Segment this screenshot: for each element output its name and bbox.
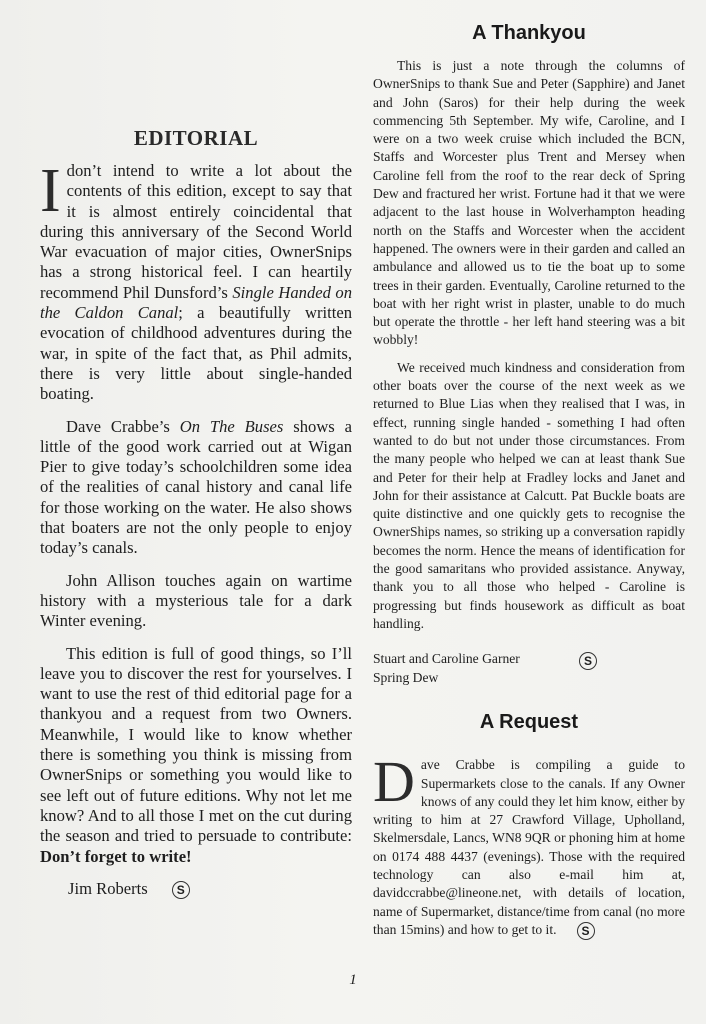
editorial-p1-text: don’t intend to write a lot about the contents of this edition, except to say that it is almost entirely coincidental that during this anniversary of the Second World War evacuation of major cities, OwnerSnips has a strong historical feel. I can heartily recommend Phil Dunsford’s bbox=[40, 161, 352, 302]
editorial-paragraph-1 bbox=[40, 157, 353, 405]
editorial-dropcap: I bbox=[40, 157, 61, 225]
ownerships-logo-icon: S bbox=[579, 652, 597, 670]
editorial-paragraph-3: John Allison touches again on wartime history with a mysterious tale for a dark Winter evening. bbox=[40, 570, 352, 631]
thankyou-paragraph-2: We received much kindness and consideration from other boats over the course of the next week as we returned to Blue Lias when they realised that I was, in effect, running single handed - something I had often wanted to do but not under those circumstances. From the many people who helped we can at least thank Sue and Peter for their help at Fradley locks and Janet and John for their assistance at Calcutt. Pat Buckle boats are quite distinctive and one quickly gets to recognise the OwnerShips names, so striking up a conversation rapidly becomes the norm. Hence the means of identification for the good samaritans who provided assistance. Anyway, thank you to all those who helped - Caroline is progressing but finds housework as difficult as boat handling. bbox=[373, 359, 685, 631]
editorial-signature bbox=[68, 879, 352, 899]
editorial-p4-bold: Don’t forget to write! bbox=[40, 846, 192, 866]
thankyou-signature-line-1: Stuart and Caroline Garner bbox=[373, 651, 520, 667]
editorial-p2-italic: On The Buses bbox=[179, 416, 284, 436]
request-title: A Request bbox=[479, 711, 579, 734]
editorial-title: EDITORIAL bbox=[133, 126, 259, 150]
editorial-p2-end: shows a little of the good work carried out at Wigan Pier to give today’s schoolchildren some idea of the realities of canal history and canal life for those working on the water. He also shows that boaters are not the only people to enjoy today’s canals. bbox=[40, 416, 352, 558]
thankyou-paragraph-1: This is just a note through the columns of OwnerSnips to thank Sue and Peter (Sapphire) and Janet and John (Saros) for their help during the week commencing 5th September. My wife, Caroline, and I were on a two week cruise which included the BCN, Staffs and Worcester plus Trent and Mersey when Caroline fell from the roof to the rear deck of Spring Dew and fractured her wrist. Fortune had it that we were adjacent to the last house in Wolverhampton heading north on the Staffs and Worcester when the accident happened. The owners were in their garden and called an ambulance and allowed us to tie the boat up to some trees in their garden. Eventually, Caroline returned to the boat with her right wrist in plaster, unable to do much but operate the throttle - her left hand steering was a bit wobbly! bbox=[373, 58, 685, 348]
editorial-paragraph-4 bbox=[40, 644, 352, 867]
editorial-p2-start: Dave Crabbe’s bbox=[66, 416, 180, 436]
editorial-p1-end: ; a beautifully written evocation of childhood adventures during the war, in spite of the fact that, as Phil admits, there is very little about single-handed boating. bbox=[40, 303, 352, 404]
request-section bbox=[373, 711, 685, 940]
editorial-p4-text: This edition is full of good things, so I’ll leave you to discover the rest for yourselves. I want to use the rest of thid editorial page for a thankyou and a request from two Owners. Meanwhile, I would like to know whether there is something you think is missing from OwnerSnips or something you would like to see left out of future editions. Why not let me know? And to all those I met on the cut during the season and tried to persuade to contribute: bbox=[40, 643, 352, 846]
thankyou-section bbox=[373, 22, 685, 687]
request-paragraph bbox=[373, 749, 685, 940]
editorial-paragraph-2 bbox=[40, 417, 352, 559]
editorial-column bbox=[40, 126, 352, 899]
page-number: 1 bbox=[349, 972, 357, 988]
thankyou-title: A Thankyou bbox=[472, 22, 586, 44]
ownerships-logo-icon: S bbox=[172, 881, 190, 899]
request-p1-text: ave Crabbe is compiling a guide to Supermarkets close to the canals. If any Owner knows of any could they let him know, either by writing to him at 27 Crawford Village, Upholland, Skelmersdale, Lancs, WN8 9QR or phoning him at home on 0174 488 4437 (evenings). Those with the required technology can also e-mail him at, davidccrabbe@lineone.net, with details of location, name of Supermarket, distance/time from canal (no more than 15mins) and how to get to it. bbox=[373, 757, 685, 937]
editorial-p1-italic: Single Handed on the Caldon Canal bbox=[40, 282, 353, 323]
thankyou-signature-line-2: Spring Dew bbox=[373, 670, 439, 686]
right-column bbox=[373, 22, 685, 949]
ownerships-logo-icon: S bbox=[577, 922, 595, 940]
editorial-signature-name: Jim Roberts bbox=[68, 878, 148, 898]
request-dropcap: D bbox=[373, 749, 415, 815]
thankyou-signature bbox=[373, 649, 685, 687]
